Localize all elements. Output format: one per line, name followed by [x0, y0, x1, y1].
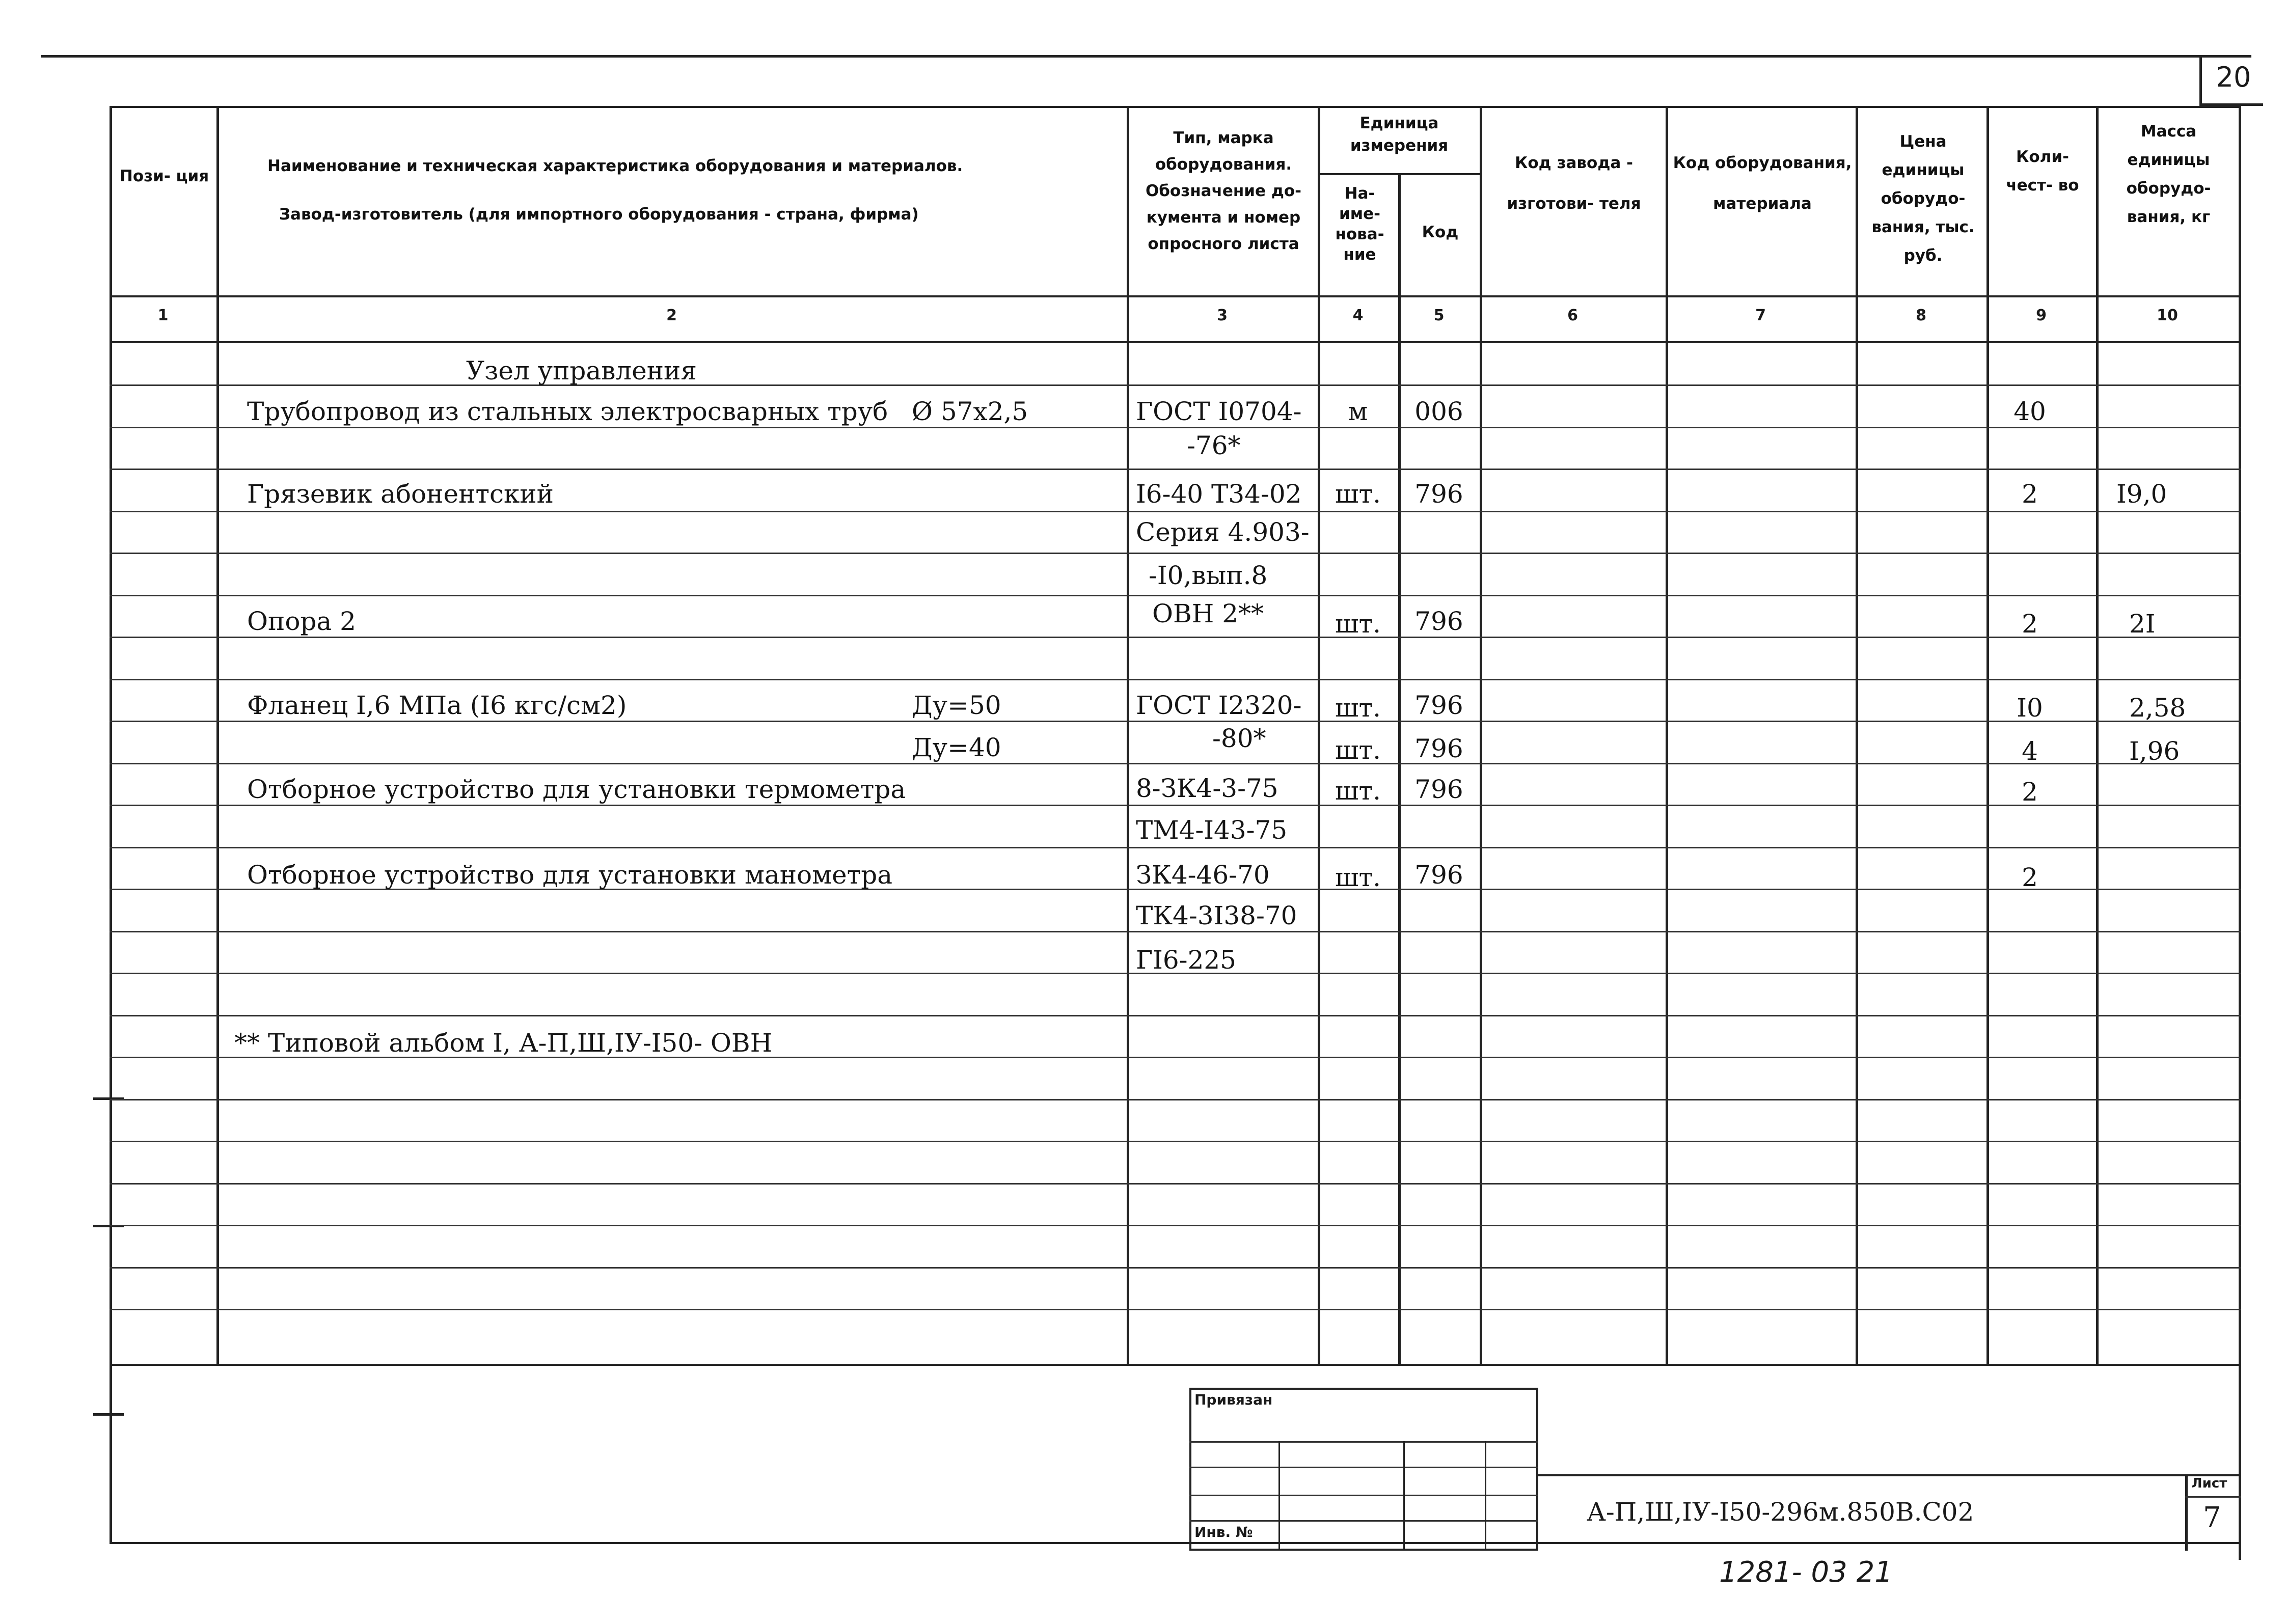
unit-subheader-line — [1318, 173, 1480, 175]
sheet-divider — [2185, 1474, 2188, 1551]
col-divider — [1480, 106, 1482, 1364]
col-number: 4 — [1352, 307, 1364, 324]
sheet-number: 7 — [2203, 1501, 2221, 1534]
row-line — [110, 595, 2241, 596]
item-code: 006 — [1414, 397, 1463, 426]
item-type: ГОСТ I2320- — [1136, 691, 1302, 720]
item-code: 796 — [1414, 734, 1463, 763]
footnote: ** Типовой альбом I, А-П,Ш,IУ-I50- ОВН — [234, 1028, 773, 1058]
table-bottom — [110, 1364, 2241, 1366]
row-line — [110, 1309, 2241, 1310]
item-type: -76* — [1187, 431, 1241, 460]
item-type: ГI6-225 — [1136, 945, 1236, 975]
row-line — [110, 384, 2241, 386]
row-line — [110, 931, 2241, 932]
item-type: ТК4-3I38-70 — [1136, 901, 1297, 930]
item-code: 796 — [1414, 775, 1463, 804]
row-line — [110, 805, 2241, 806]
item-type: ЗК4-46-70 — [1136, 860, 1270, 890]
item-type: -80* — [1212, 724, 1266, 753]
row-line — [110, 1267, 2241, 1269]
item-mass: I9,0 — [2116, 479, 2167, 509]
section-title: Узел управления — [466, 356, 697, 386]
col-divider — [1398, 173, 1401, 1364]
col-number: 2 — [666, 307, 677, 324]
header-unit-name: На- име- нова- ние — [1335, 184, 1384, 264]
sheet-label-line — [2185, 1496, 2241, 1498]
item-name: Отборное устройство для установки манометра — [247, 860, 893, 890]
row-line — [110, 469, 2241, 470]
item-qty: 2 — [2022, 863, 2038, 892]
header-name-line2: Завод-изготовитель (для импортного оборудования - страна, фирма) — [279, 205, 919, 224]
item-unit: шт. — [1335, 609, 1381, 639]
header-unit-group: Единица измерения — [1350, 114, 1449, 155]
item-name: Опора 2 — [247, 607, 356, 636]
header-position: Пози- ция — [119, 167, 209, 185]
item-mass: 2,58 — [2129, 693, 2186, 723]
item-type: Серия 4.903- — [1136, 517, 1310, 547]
row-line — [110, 427, 2241, 428]
item-unit: шт. — [1335, 863, 1381, 892]
row-line — [110, 1183, 2241, 1185]
inventory-label: Инв. № — [1194, 1524, 1253, 1540]
col-number: 3 — [1217, 307, 1228, 324]
item-unit: шт. — [1335, 735, 1381, 765]
handwritten-note: 1281- 03 21 — [1719, 1556, 1893, 1589]
binding-col — [1403, 1441, 1405, 1551]
numbers-bottom — [110, 341, 2241, 343]
header-quantity: Коли- чест- во — [2006, 148, 2079, 195]
col-number: 5 — [1433, 307, 1445, 324]
bottom-line — [110, 1542, 2241, 1544]
item-name: Фланец I,6 МПа (I6 кгс/см2) — [247, 691, 627, 720]
row-line — [110, 553, 2241, 554]
binding-label: Привязан — [1194, 1391, 1273, 1408]
item-type: ГОСТ I0704- — [1136, 397, 1302, 426]
document-code: А-П,Ш,IУ-I50-296м.850В.С02 — [1587, 1497, 1974, 1527]
header-type: Тип, марка оборудования. Обозначение до- кумента и номер опросного листа — [1145, 129, 1302, 253]
item-code: 796 — [1414, 691, 1463, 720]
item-unit: м — [1348, 397, 1368, 426]
row-line — [110, 721, 2241, 722]
item-mass: 2I — [2129, 609, 2156, 639]
row-line — [110, 1015, 2241, 1016]
row-line — [110, 847, 2241, 848]
header-equipment-code: Код оборудования, материала — [1673, 154, 1852, 213]
page-number: 20 — [2216, 61, 2251, 93]
col-number: 9 — [2036, 307, 2047, 324]
doc-box-top — [1538, 1474, 2241, 1476]
col-divider — [1986, 106, 1989, 1364]
item-type: I6-40 Т34-02 — [1136, 479, 1302, 509]
col-divider — [1666, 106, 1668, 1364]
header-name-line1: Наименование и техническая характеристика оборудования и материалов. — [267, 157, 963, 175]
item-type: ОВН 2** — [1152, 599, 1264, 628]
item-code: 796 — [1414, 860, 1463, 890]
row-line — [110, 637, 2241, 638]
item-type: ТМ4-I43-75 — [1136, 815, 1288, 845]
item-extra: Ду=40 — [912, 733, 1001, 762]
item-extra: Ду=50 — [912, 691, 1001, 720]
item-qty: 2 — [2022, 777, 2038, 807]
binding-col — [1485, 1441, 1486, 1551]
frame-right — [2239, 106, 2241, 1560]
item-mass: I,96 — [2129, 736, 2180, 766]
col-divider — [1856, 106, 1858, 1364]
item-unit: шт. — [1335, 693, 1381, 723]
item-qty: 2 — [2022, 479, 2038, 509]
item-qty: I0 — [2017, 693, 2043, 723]
header-price: Цена единицы оборудо- вания, тыс. руб. — [1871, 132, 1975, 265]
margin-tick — [93, 1413, 124, 1416]
item-unit: шт. — [1335, 479, 1381, 509]
item-type: -I0,вып.8 — [1149, 561, 1268, 590]
item-type: 8-ЗК4-3-75 — [1136, 774, 1278, 803]
header-factory-code: Код завода - изготови- теля — [1507, 154, 1641, 213]
item-extra: Ø 57x2,5 — [912, 397, 1028, 426]
binding-col — [1278, 1441, 1280, 1551]
row-line — [110, 1225, 2241, 1226]
item-name: Трубопровод из стальных электросварных труб — [247, 397, 888, 426]
row-line — [110, 511, 2241, 512]
top-border — [41, 55, 2251, 58]
item-qty: 40 — [2013, 397, 2046, 426]
col-divider — [1127, 106, 1129, 1364]
sheet-label: Лист — [2191, 1476, 2227, 1491]
item-code: 796 — [1414, 479, 1463, 509]
col-number: 1 — [157, 307, 169, 324]
col-divider — [2096, 106, 2099, 1364]
item-unit: шт. — [1335, 776, 1381, 806]
header-top — [110, 106, 2241, 108]
col-number: 10 — [2157, 307, 2178, 324]
header-bottom — [110, 295, 2241, 297]
item-qty: 4 — [2022, 736, 2038, 766]
row-line — [110, 1141, 2241, 1142]
col-number: 8 — [1916, 307, 1926, 324]
col-divider — [216, 106, 219, 1364]
header-unit-code: Код — [1422, 223, 1459, 241]
item-qty: 2 — [2022, 609, 2038, 639]
item-code: 796 — [1414, 607, 1463, 636]
col-number: 7 — [1755, 307, 1766, 324]
row-line — [110, 763, 2241, 764]
col-number: 6 — [1567, 307, 1578, 324]
item-name: Грязевик абонентский — [247, 479, 554, 509]
header-mass: Масса единицы оборудо- вания, кг — [2126, 122, 2211, 226]
row-line — [110, 679, 2241, 680]
item-name: Отборное устройство для установки термометра — [247, 775, 906, 804]
row-line — [110, 1099, 2241, 1100]
